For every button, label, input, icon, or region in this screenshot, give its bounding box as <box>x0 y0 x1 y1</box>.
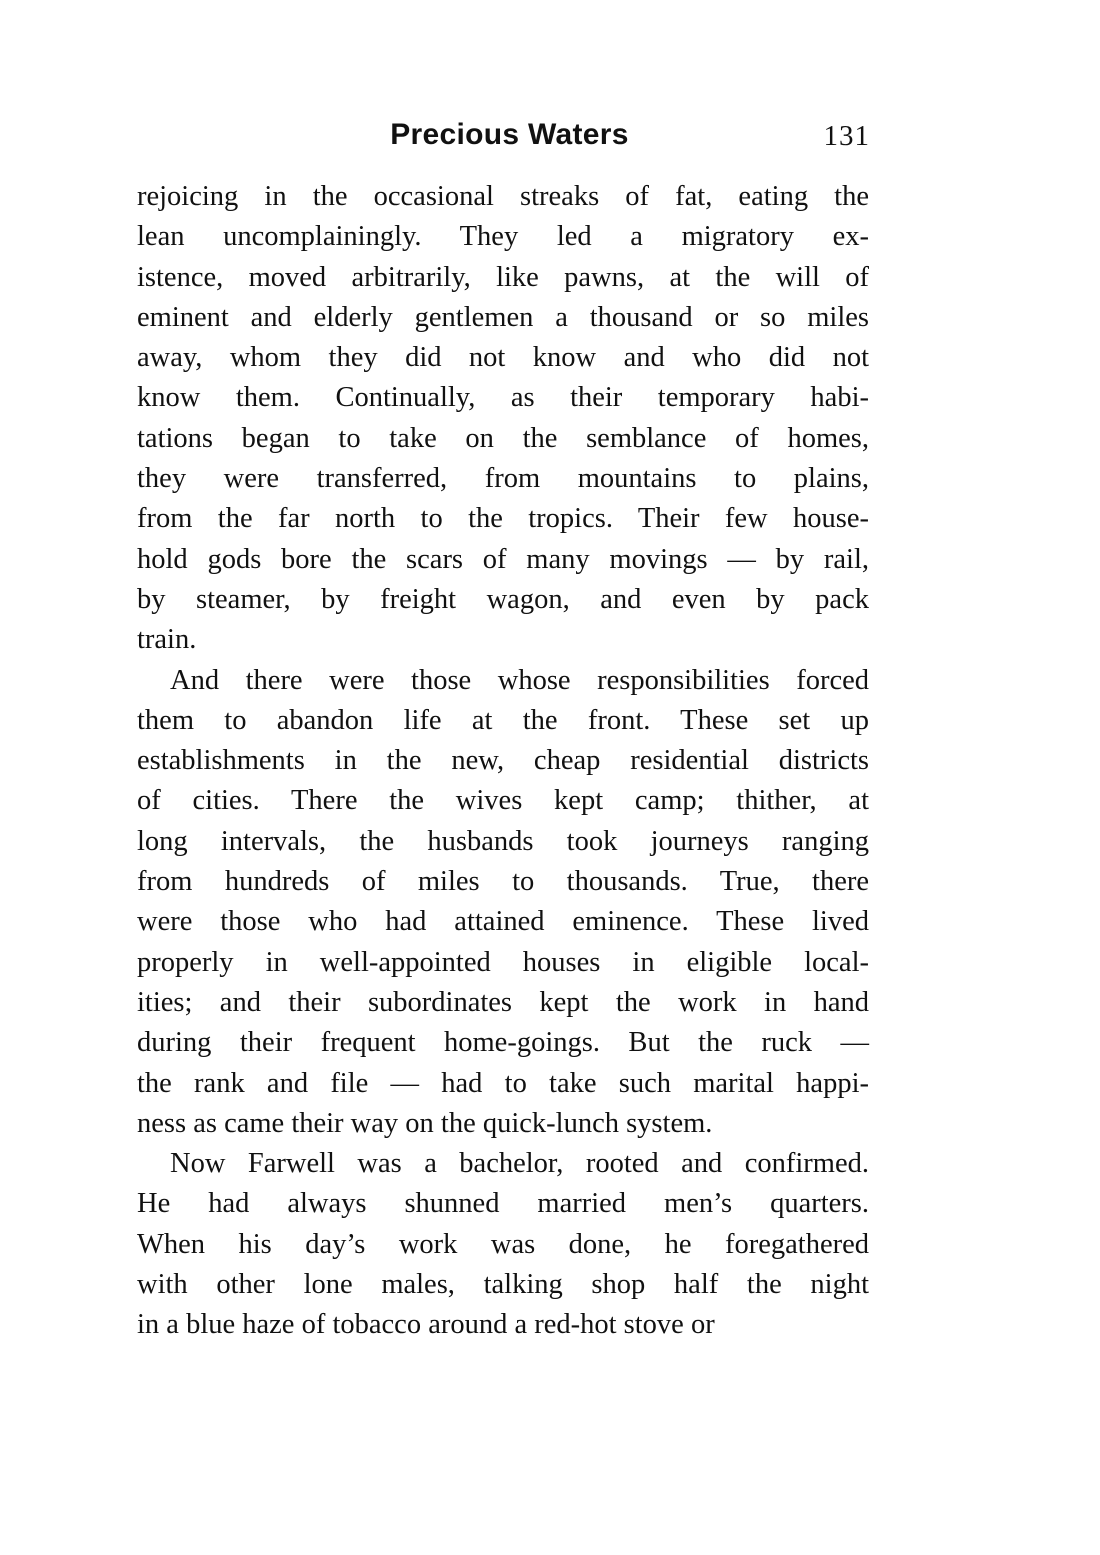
text-line: were those who had attained eminence. These lived <box>137 906 869 938</box>
text-line: ities; and their subordinates kept the work in hand <box>137 986 869 1018</box>
text-line: train. <box>137 624 197 656</box>
text-line: know them. Continually, as their temporary habi- <box>137 382 869 414</box>
text-line: from hundreds of miles to thousands. True, there <box>137 866 869 898</box>
text-line: the rank and file — had to take such marital happi- <box>137 1067 869 1099</box>
text-line: long intervals, the husbands took journeys ranging <box>137 825 869 857</box>
text-line: by steamer, by freight wagon, and even by pack <box>137 583 869 615</box>
text-line: tations began to take on the semblance of homes, <box>137 422 869 454</box>
text-line: during their frequent home-goings. But the ruck — <box>137 1027 869 1059</box>
text-line: He had always shunned married men’s quarters. <box>137 1188 869 1220</box>
running-head <box>137 116 870 160</box>
text-line: establishments in the new, cheap residential districts <box>137 745 869 777</box>
text-line: rejoicing in the occasional streaks of fat, eating the <box>137 181 869 212</box>
text-line: they were transferred, from mountains to plains, <box>137 463 869 495</box>
text-line: in a blue haze of tobacco around a red-hot stove or <box>137 1309 715 1341</box>
chapter-title <box>137 118 870 152</box>
text-line: of cities. There the wives kept camp; thither, at <box>137 785 869 817</box>
text-line: with other lone males, talking shop half the night <box>137 1269 869 1301</box>
text-line: away, whom they did not know and who did not <box>137 342 869 374</box>
text-line: Now Farwell was a bachelor, rooted and confirmed. <box>170 1148 869 1180</box>
text-line: istence, moved arbitrarily, like pawns, at the will of <box>137 261 869 293</box>
text-line: properly in well-appointed houses in eligible local- <box>137 946 869 978</box>
text-line: them to abandon life at the front. These set up <box>137 704 869 736</box>
paragraph <box>137 661 869 1145</box>
text-line: from the far north to the tropics. Their few house- <box>137 503 869 535</box>
text-line: hold gods bore the scars of many movings — by rail, <box>137 543 869 575</box>
paragraph <box>137 177 869 661</box>
text-line: eminent and elderly gentlemen a thousand or so miles <box>137 301 869 333</box>
text-line: And there were those whose responsibilities forced <box>170 664 869 696</box>
text-line: When his day’s work was done, he foregathered <box>137 1228 869 1260</box>
page-number: 131 <box>823 120 870 152</box>
text-line: lean uncomplainingly. They led a migratory ex- <box>137 221 869 253</box>
chapter-title-text: Precious Waters <box>390 118 629 151</box>
paragraph <box>137 1144 869 1345</box>
text-line: ness as came their way on the quick-lunch system. <box>137 1107 713 1139</box>
body-text <box>137 177 869 1346</box>
